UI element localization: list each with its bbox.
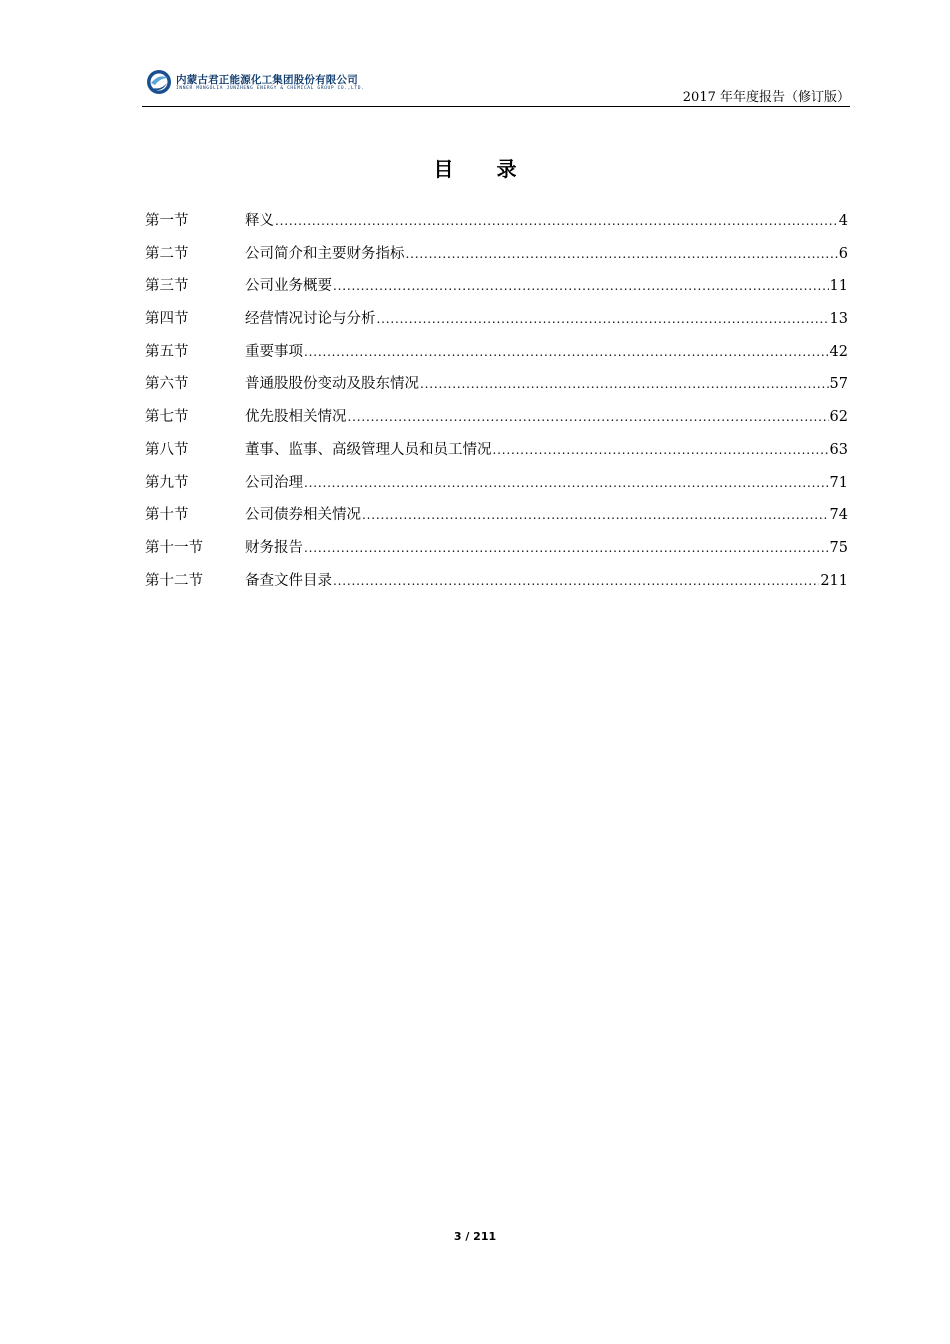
toc-entry[interactable] [145, 242, 848, 275]
company-name-en: INNER MONGOLIA JUNZHENG ENERGY & CHEMICAL GROUP CO.,LTD. [176, 86, 365, 91]
toc-page-number: 6 [838, 245, 848, 262]
toc-section-number: 第五节 [145, 343, 189, 360]
toc-section-title: 公司治理 [245, 474, 303, 491]
toc-dot-leader [304, 475, 829, 491]
toc-heading: 目 录 [433, 157, 535, 181]
toc-section-title: 经营情况讨论与分析 [245, 311, 376, 328]
toc-page-number: 75 [829, 539, 848, 556]
toc-section-title: 释义 [245, 213, 274, 229]
toc-section-number: 第二节 [145, 245, 189, 262]
toc-section-number: 第三节 [145, 278, 189, 295]
toc-section-title: 优先股相关情况 [245, 409, 347, 426]
toc-section-title: 财务报告 [245, 539, 303, 556]
toc-page-number: 74 [829, 507, 848, 524]
toc-section-title: 备查文件目录 [245, 572, 332, 589]
toc-dot-leader [304, 344, 829, 360]
toc-page-number: 57 [829, 376, 848, 393]
toc-section-number: 第十二节 [145, 572, 203, 589]
toc-section-number: 第八节 [145, 441, 189, 458]
toc-dot-leader [333, 573, 819, 589]
toc-dot-leader [377, 311, 829, 327]
toc-page-number: 4 [838, 213, 848, 229]
toc-section-number: 第十一节 [145, 539, 203, 556]
toc-section-number: 第一节 [145, 213, 189, 229]
toc-page-number: 211 [820, 572, 848, 589]
toc-entry[interactable] [145, 503, 848, 536]
toc-section-number: 第七节 [145, 409, 189, 426]
toc-section-number: 第六节 [145, 376, 189, 393]
company-logo-icon [146, 69, 172, 95]
toc-section-number: 第九节 [145, 474, 189, 491]
toc-dot-leader [406, 246, 838, 262]
toc-entry[interactable] [145, 340, 848, 373]
toc-page-number: 63 [829, 441, 848, 458]
toc-page-number: 13 [829, 311, 848, 328]
toc-page-number: 11 [829, 278, 848, 295]
toc-dot-leader [348, 409, 829, 425]
toc-dot-leader [333, 278, 829, 294]
toc-section-title: 重要事项 [245, 343, 303, 360]
toc-entry[interactable] [145, 536, 848, 569]
toc-page-number: 42 [829, 343, 848, 360]
toc-page-number: 71 [829, 474, 848, 491]
toc-entry[interactable] [145, 405, 848, 438]
company-name-cn: 内蒙古君正能源化工集团股份有限公司 [176, 74, 358, 86]
toc-section-title: 公司债券相关情况 [245, 507, 361, 524]
toc-section-title: 公司业务概要 [245, 278, 332, 295]
toc-entry[interactable] [145, 471, 848, 504]
toc-section-number: 第十节 [145, 507, 189, 524]
toc-dot-leader [362, 507, 829, 523]
toc-dot-leader [493, 442, 829, 458]
toc-entry[interactable] [145, 307, 848, 340]
report-title: 2017 年年度报告（修订版） [682, 90, 850, 105]
toc-entry[interactable] [145, 209, 848, 242]
toc-section-title: 公司简介和主要财务指标 [245, 245, 405, 262]
toc-dot-leader [304, 540, 829, 556]
table-of-contents [145, 209, 848, 601]
page-number: 3 / 211 [453, 1230, 497, 1243]
toc-section-title: 董事、监事、高级管理人员和员工情况 [245, 441, 492, 458]
toc-section-number: 第四节 [145, 311, 189, 328]
toc-dot-leader [275, 213, 838, 229]
toc-section-title: 普通股股份变动及股东情况 [245, 376, 419, 393]
toc-entry[interactable] [145, 438, 848, 471]
toc-entry[interactable] [145, 569, 848, 602]
toc-page-number: 62 [829, 409, 848, 426]
toc-dot-leader [420, 376, 829, 392]
toc-entry[interactable] [145, 372, 848, 405]
page-header [142, 66, 850, 107]
toc-entry[interactable] [145, 274, 848, 307]
